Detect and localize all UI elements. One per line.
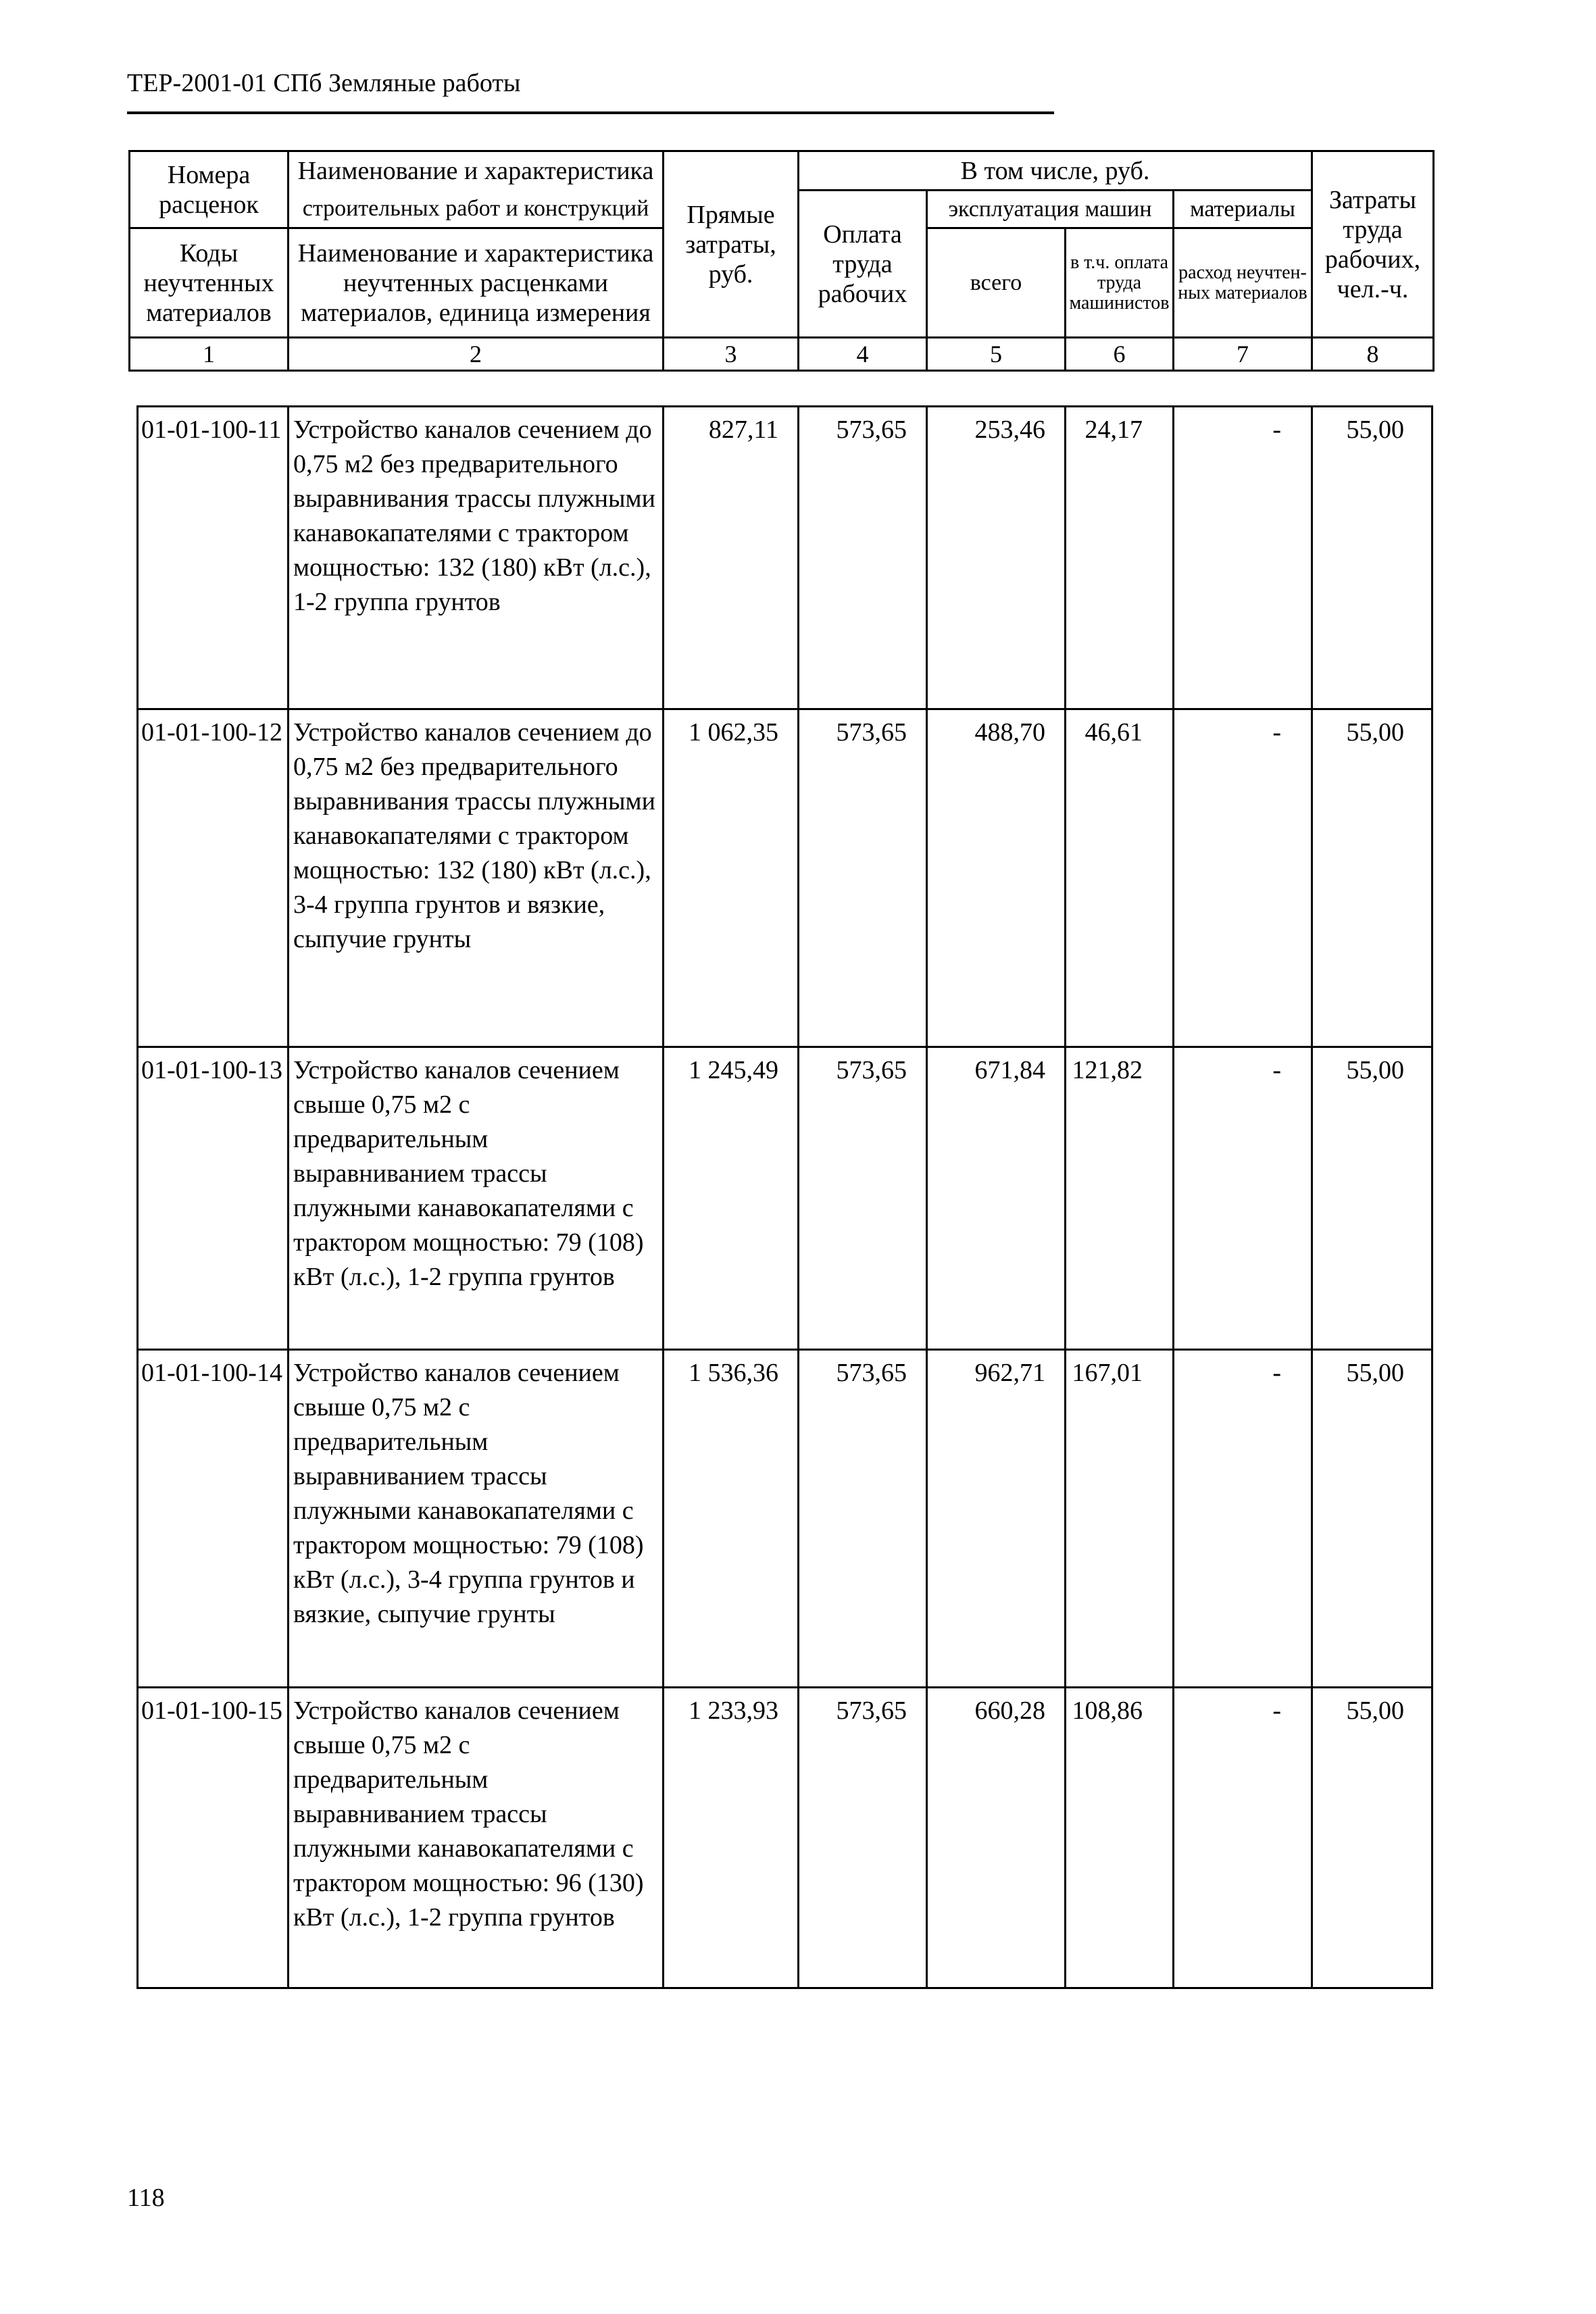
direct-costs: 1 536,36: [664, 1350, 799, 1688]
running-head-rule: [127, 111, 1054, 114]
column-number: 2: [289, 338, 664, 371]
machines-total: 962,71: [927, 1350, 1066, 1688]
table-row: [138, 1688, 1432, 1988]
table-header: [128, 150, 1435, 372]
table-row: [138, 709, 1432, 1047]
header-works-name-line1: Наименование и характеристика: [289, 151, 664, 191]
running-head: ТЕР-2001-01 СПб Земляные работы: [127, 69, 521, 97]
header-labor-pay: Оплата труда рабочих: [799, 191, 927, 338]
rate-code: 01-01-100-12: [138, 709, 289, 1047]
machines-total: 671,84: [927, 1047, 1066, 1350]
header-labor-hours: Затраты труда рабочих, чел.-ч.: [1312, 151, 1434, 338]
direct-costs: 1 233,93: [664, 1688, 799, 1988]
machinists-pay: 167,01: [1066, 1350, 1174, 1688]
direct-costs: 827,11: [664, 407, 799, 709]
rate-description: Устройство каналов сечением свыше 0,75 м2 с предварительным выравниванием трассы плужными канавокапателями с трактором мощностью: 79 (108) кВт (л.с.), 1-2 группа грунтов: [289, 1047, 664, 1350]
header-works-name-line2: строительных работ и конструкций: [289, 191, 664, 228]
materials-consumption: -: [1174, 407, 1312, 709]
header-including: В том числе, руб.: [799, 151, 1312, 191]
header-machine-operation: эксплуатация машин: [927, 191, 1174, 228]
header-machines-total: всего: [927, 228, 1066, 338]
machines-total: 488,70: [927, 709, 1066, 1047]
column-number: 8: [1312, 338, 1434, 371]
machines-total: 253,46: [927, 407, 1066, 709]
header-machinists-pay: в т.ч. оплата труда машинистов: [1066, 228, 1174, 338]
machines-total: 660,28: [927, 1688, 1066, 1988]
labor-pay: 573,65: [799, 709, 927, 1047]
rates-table: [136, 405, 1433, 1989]
column-number: 4: [799, 338, 927, 371]
column-number: 3: [664, 338, 799, 371]
rate-code: 01-01-100-14: [138, 1350, 289, 1688]
machinists-pay: 121,82: [1066, 1047, 1174, 1350]
labor-hours: 55,00: [1312, 1688, 1432, 1988]
materials-consumption: -: [1174, 709, 1312, 1047]
column-numbers-row: [130, 338, 1434, 371]
labor-hours: 55,00: [1312, 1047, 1432, 1350]
column-number: 1: [130, 338, 289, 371]
labor-pay: 573,65: [799, 1047, 927, 1350]
labor-hours: 55,00: [1312, 709, 1432, 1047]
header-material-codes: Коды неучтенных материалов: [130, 228, 289, 338]
materials-consumption: -: [1174, 1688, 1312, 1988]
machinists-pay: 108,86: [1066, 1688, 1174, 1988]
labor-hours: 55,00: [1312, 407, 1432, 709]
labor-pay: 573,65: [799, 1350, 927, 1688]
header-material-consumption: расход неучтен-ных материалов: [1174, 228, 1312, 338]
table-row: [138, 1350, 1432, 1688]
labor-pay: 573,65: [799, 407, 927, 709]
materials-consumption: -: [1174, 1047, 1312, 1350]
column-number: 5: [927, 338, 1066, 371]
rate-code: 01-01-100-13: [138, 1047, 289, 1350]
materials-consumption: -: [1174, 1350, 1312, 1688]
table-row: [138, 1047, 1432, 1350]
rate-description: Устройство каналов сечением до 0,75 м2 без предварительного выравнивания трассы плужными канавокапателями с трактором мощностью: 132 (180) кВт (л.с.), 3-4 группа грунтов и вязкие, сыпучие грунты: [289, 709, 664, 1047]
header-direct-costs: Прямые затраты, руб.: [664, 151, 799, 338]
machinists-pay: 46,61: [1066, 709, 1174, 1047]
table-row: [138, 407, 1432, 709]
column-number: 6: [1066, 338, 1174, 371]
header-material-names: Наименование и характеристика неучтенных расценками материалов, единица измерения: [289, 228, 664, 338]
rate-description: Устройство каналов сечением свыше 0,75 м2 с предварительным выравниванием трассы плужными канавокапателями с трактором мощностью: 96 (130) кВт (л.с.), 1-2 группа грунтов: [289, 1688, 664, 1988]
direct-costs: 1 245,49: [664, 1047, 799, 1350]
direct-costs: 1 062,35: [664, 709, 799, 1047]
rate-code: 01-01-100-15: [138, 1688, 289, 1988]
header-materials: материалы: [1174, 191, 1312, 228]
machinists-pay: 24,17: [1066, 407, 1174, 709]
rate-code: 01-01-100-11: [138, 407, 289, 709]
page-number: 118: [127, 2184, 165, 2212]
header-rate-numbers: Номера расценок: [130, 151, 289, 228]
rate-description: Устройство каналов сечением свыше 0,75 м2 с предварительным выравниванием трассы плужными канавокапателями с трактором мощностью: 79 (108) кВт (л.с.), 3-4 группа грунтов и вязкие, сыпучие грунты: [289, 1350, 664, 1688]
column-number: 7: [1174, 338, 1312, 371]
labor-hours: 55,00: [1312, 1350, 1432, 1688]
rate-description: Устройство каналов сечением до 0,75 м2 без предварительного выравнивания трассы плужными канавокапателями с трактором мощностью: 132 (180) кВт (л.с.), 1-2 группа грунтов: [289, 407, 664, 709]
labor-pay: 573,65: [799, 1688, 927, 1988]
